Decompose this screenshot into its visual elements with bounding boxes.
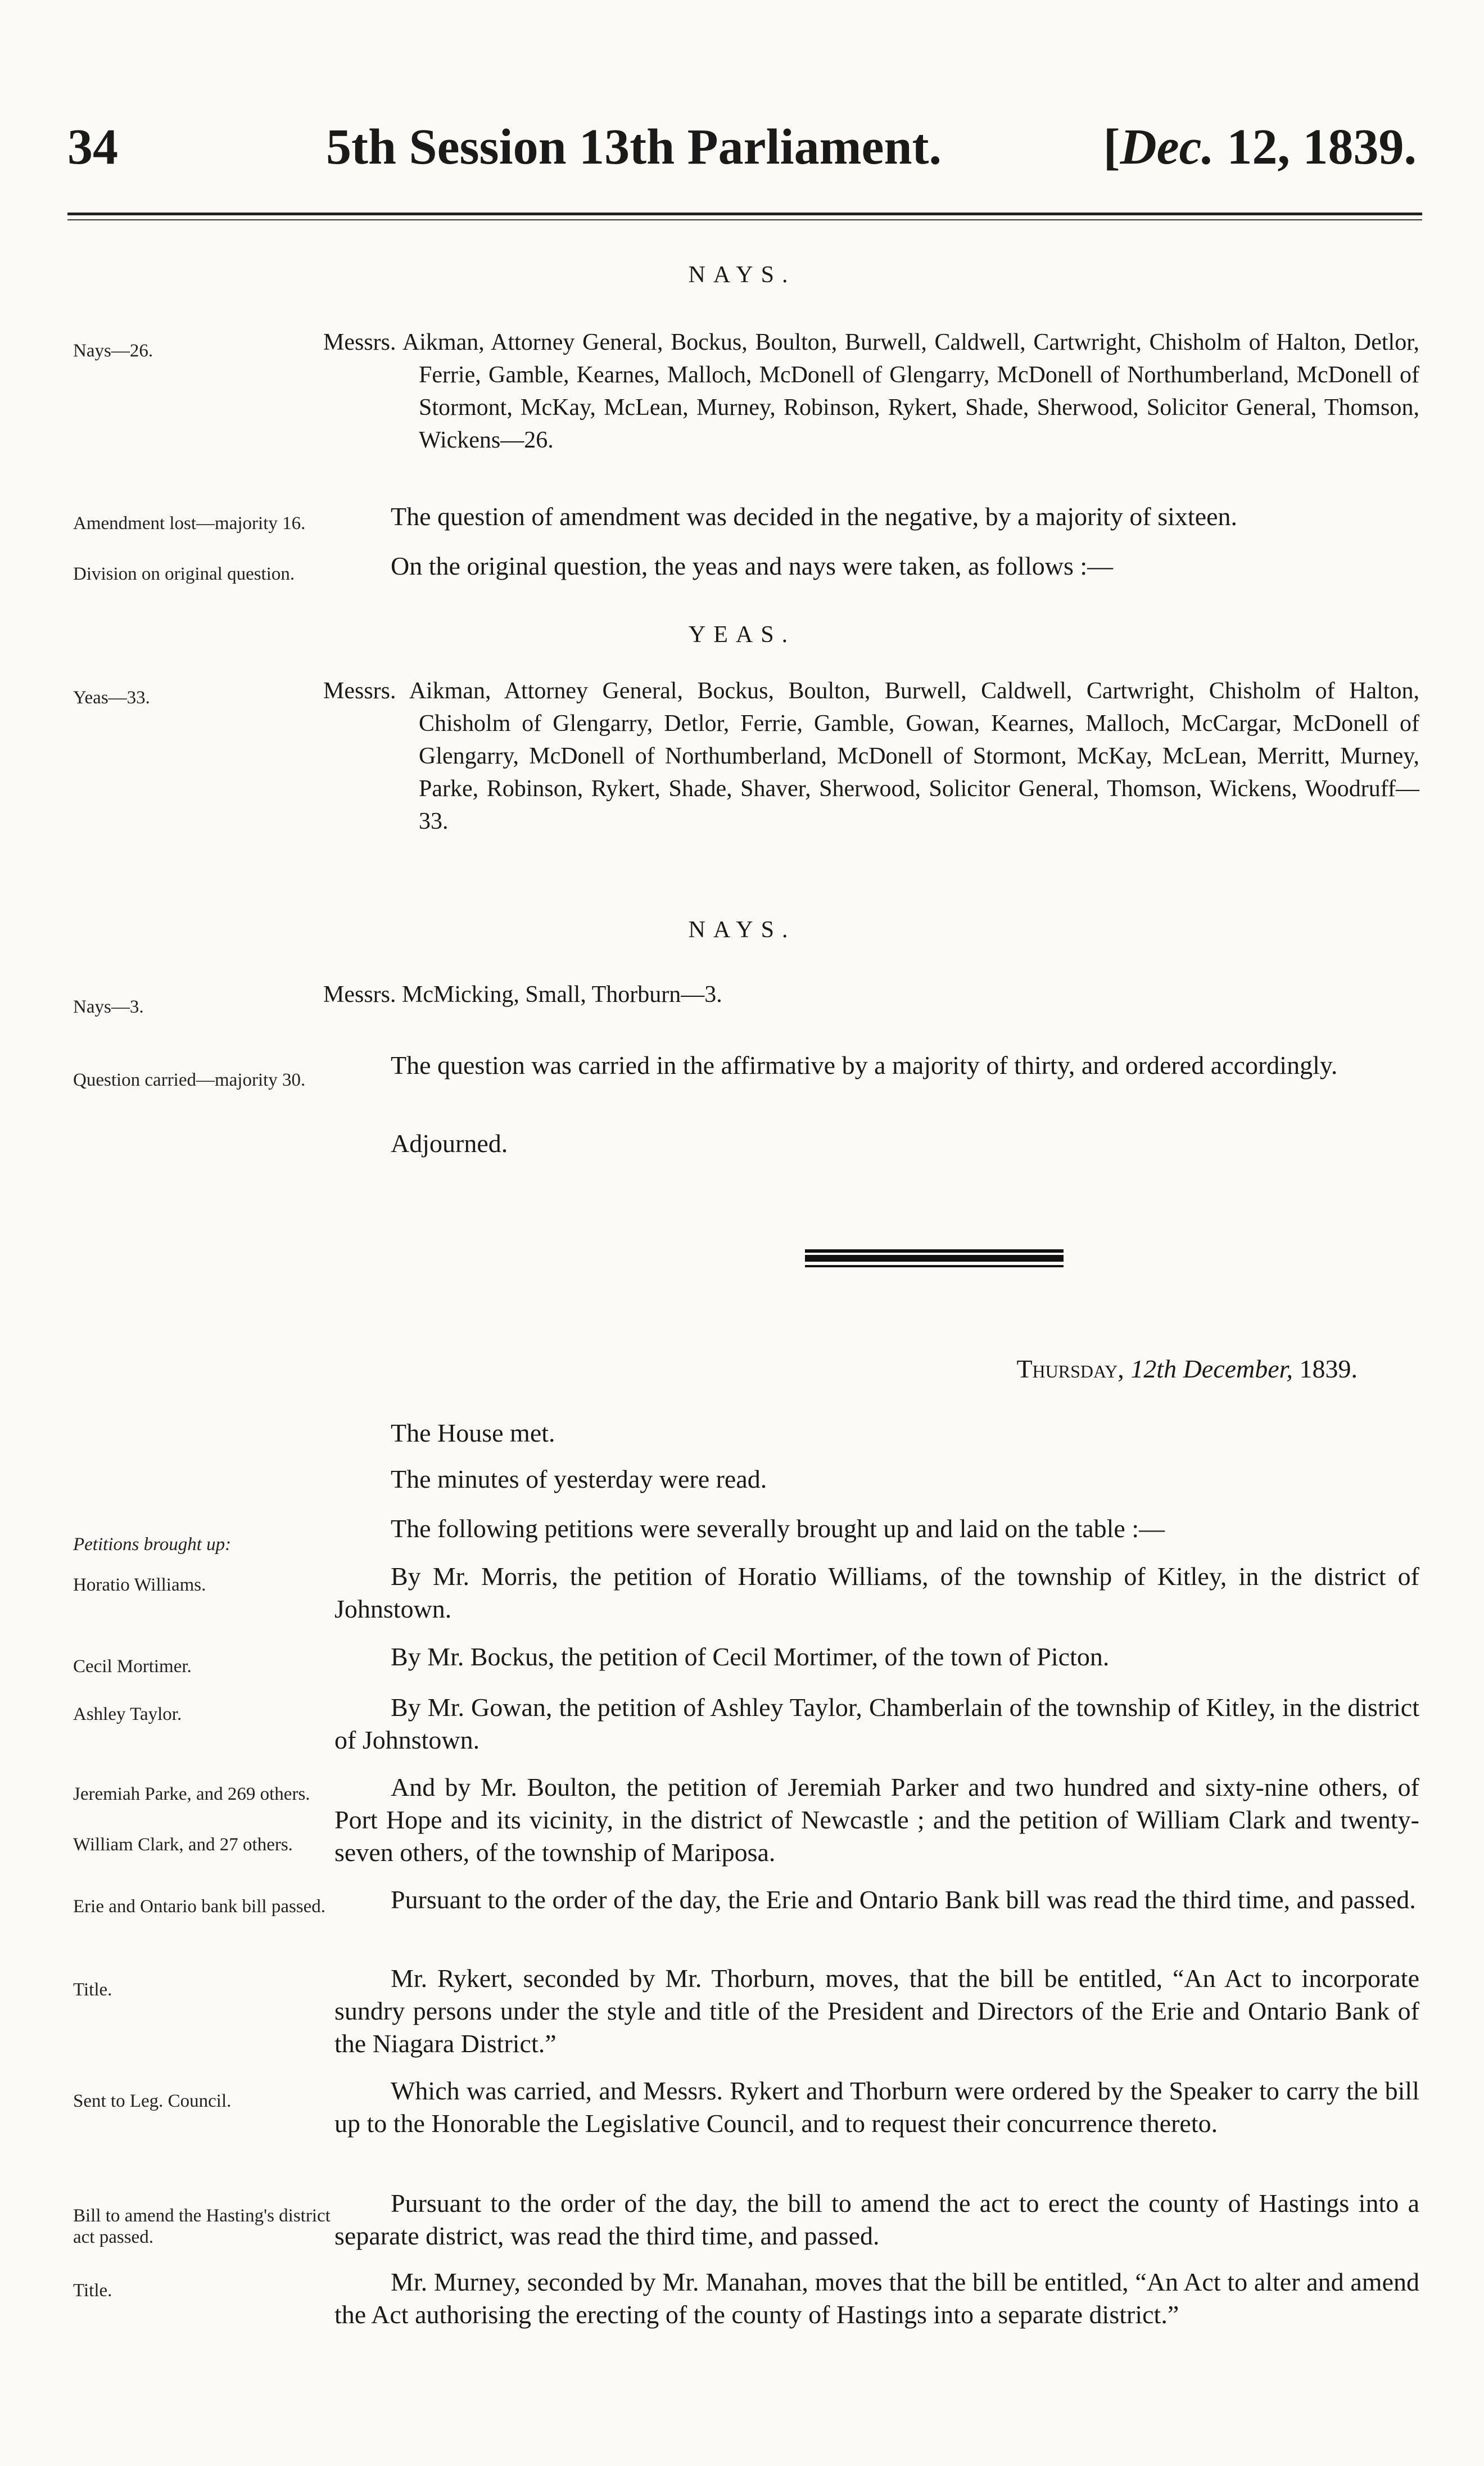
header-date: [Dec. 12, 1839. [1103, 119, 1417, 175]
margin-note-title-1: Title. [73, 1980, 112, 2000]
page-number: 34 [67, 119, 118, 175]
margin-note-division: Division on original question. [73, 564, 295, 584]
hastings-bill-paragraph: Pursuant to the order of the day, the bill to amend the act to erect the county of Hastings into a separate district, was read the third time, and passed. [334, 2189, 1419, 2250]
margin-note-nays-3: Nays—3. [73, 997, 144, 1017]
which-carried-paragraph: Which was carried, and Messrs. Rykert and Thorburn were ordered by the Speaker to carry the bill up to the Honorable the Legislative Council, and to request their concurrence thereto. [334, 2076, 1419, 2138]
header-rule [67, 213, 1422, 215]
margin-note-horatio: Horatio Williams. [73, 1575, 206, 1595]
running-title: 5th Session 13th Parliament. [326, 119, 942, 175]
morris-petition: By Mr. Morris, the petition of Horatio Williams, of the township of Kitley, in the district of Johnstown. [334, 1562, 1419, 1623]
section-ornament-thick [805, 1255, 1064, 1262]
margin-note-jeremiah: Jeremiah Parke, and 269 others. [73, 1784, 310, 1804]
amendment-paragraph: The question of amendment was decided in the negative, by a majority of sixteen. [391, 502, 1238, 531]
adjourned: Adjourned. [391, 1129, 508, 1158]
bockus-petition: By Mr. Bockus, the petition of Cecil Mortimer, of the town of Picton. [391, 1642, 1110, 1671]
boulton-petition: And by Mr. Boulton, the petition of Jeremiah Parker and two hundred and sixty-nine others, of Port Hope and its vicinity, in the district of Newcastle ; and the petition of William Clark and twenty-seven others, of the township of Mariposa. [334, 1773, 1419, 1867]
margin-note-title-2: Title. [73, 2280, 112, 2301]
margin-note-sent: Sent to Leg. Council. [73, 2091, 232, 2111]
yeas-list: Messrs. Aikman, Attorney General, Bockus, Boulton, Burwell, Caldwell, Cartwright, Chisholm of Halton, Chisholm of Glengarry, Detlor, Ferrie, Gamble, Gowan, Kearnes, Malloch, McCargar, McDonell of Glengarry, McDonell of Northumberland, McDonell of Stormont, McKay, McLean, Merritt, Murney, Parke, Robinson, Rykert, Shade, Shaver, Sherwood, Solicitor General, Thomson, Wickens, Woodruff—33. [323, 678, 1419, 834]
margin-note-hastings: Bill to amend the Hasting's district act passed. [73, 2206, 331, 2247]
section-ornament-bottom [805, 1265, 1064, 1267]
margin-note-cecil: Cecil Mortimer. [73, 1656, 192, 1677]
nays-heading: NAYS. [688, 262, 796, 288]
margin-note-yeas-33: Yeas—33. [73, 688, 150, 708]
petitions-paragraph: The following petitions were severally brought up and laid on the table :— [391, 1514, 1165, 1543]
margin-note-amendment-lost: Amendment lost—majority 16. [73, 513, 306, 534]
margin-note-william: William Clark, and 27 others. [73, 1835, 293, 1855]
margin-note-erie: Erie and Ontario bank bill passed. [73, 1896, 326, 1917]
gowan-petition: By Mr. Gowan, the petition of Ashley Taylor, Chamberlain of the township of Kitley, in the district of Johnstown. [334, 1693, 1419, 1754]
nays-list: Messrs. Aikman, Attorney General, Bockus, Boulton, Burwell, Caldwell, Cartwright, Chisholm of Halton, Detlor, Ferrie, Gamble, Kearnes, Malloch, McDonell of Glengarry, McDonell of Northumberland, McDonell of Stormont, McKay, McLean, Murney, Robinson, Rykert, Shade, Sherwood, Solicitor General, Thomson, Wickens—26. [323, 329, 1419, 453]
nays-list-2: Messrs. McMicking, Small, Thorburn—3. [323, 982, 722, 1008]
nays-heading-2: NAYS. [688, 917, 796, 943]
original-question-paragraph: On the original question, the yeas and nays were taken, as follows :— [391, 552, 1114, 580]
page-header [67, 112, 1417, 197]
carried-paragraph: The question was carried in the affirmative by a majority of thirty, and ordered accordingly. [391, 1051, 1338, 1080]
margin-note-nays-26: Nays—26. [73, 341, 153, 361]
minutes-read: The minutes of yesterday were read. [391, 1465, 767, 1493]
sitting-date: Thursday, 12th December, 1839. [1016, 1354, 1358, 1383]
margin-note-ashley: Ashley Taylor. [73, 1704, 182, 1724]
erie-bill-paragraph: Pursuant to the order of the day, the Erie and Ontario Bank bill was read the third time, and passed. [391, 1885, 1416, 1914]
header-rule-thin [67, 219, 1422, 220]
section-ornament [805, 1249, 1064, 1253]
margin-note-question-carried: Question carried—majority 30. [73, 1070, 306, 1090]
margin-note-petitions: Petitions brought up: [73, 1534, 232, 1555]
house-met: The House met. [391, 1419, 555, 1447]
murney-motion: Mr. Murney, seconded by Mr. Manahan, moves that the bill be entitled, “An Act to alter and amend the Act authorising the erecting of the county of Hastings into a separate district.” [334, 2268, 1419, 2329]
yeas-heading: YEAS. [688, 622, 796, 648]
rykert-motion: Mr. Rykert, seconded by Mr. Thorburn, moves, that the bill be entitled, “An Act to incorporate sundry persons under the style and title of the President and Directors of the Erie and Ontario Bank of the Niagara District.” [334, 1964, 1419, 2058]
